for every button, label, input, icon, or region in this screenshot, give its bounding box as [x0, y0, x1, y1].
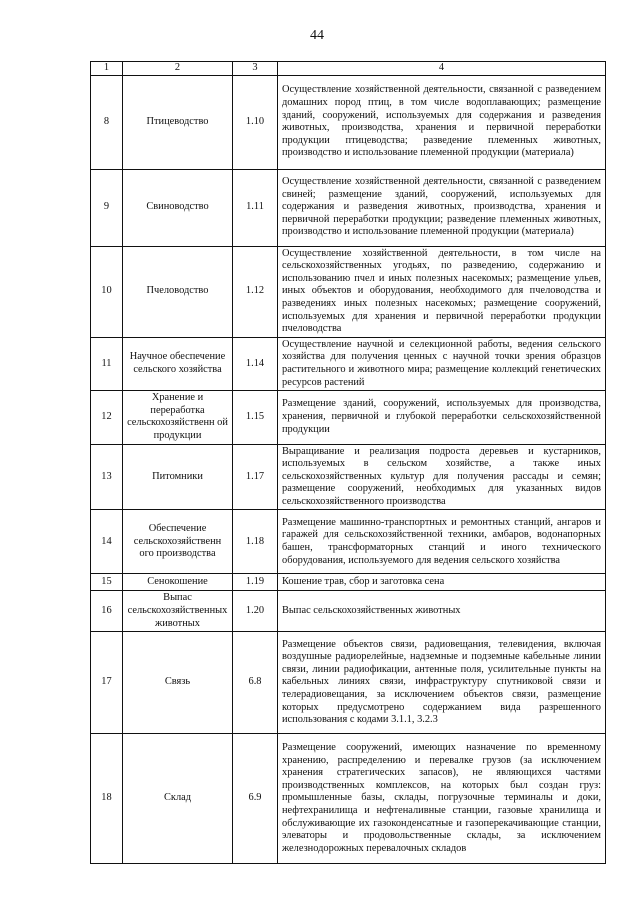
- land-use-table: [90, 61, 606, 864]
- row-description: Осуществление хозяйственной деятельности, связанной с разведением свиней; размещение зданий, сооружений, используемых для содержания и разведения животных, производства, хранения и первичной переработки продукции; разведение племенных животных, производство и использование племенной продукции (материала): [278, 169, 606, 246]
- row-number: 15: [91, 574, 123, 591]
- row-code: 1.15: [233, 391, 278, 444]
- row-code: 1.17: [233, 444, 278, 510]
- row-description: Выпас сельскохозяйственных животных: [278, 591, 606, 632]
- row-name: Питомники: [123, 444, 233, 510]
- table-row: [91, 246, 606, 337]
- row-number: 16: [91, 591, 123, 632]
- row-number: 17: [91, 632, 123, 734]
- table-row: [91, 169, 606, 246]
- header-col-2: 2: [123, 62, 233, 76]
- row-name: Связь: [123, 632, 233, 734]
- row-number: 10: [91, 246, 123, 337]
- row-code: 1.18: [233, 510, 278, 574]
- row-description: Размещение зданий, сооружений, используемых для производства, хранения, первичной и глубокой переработки сельскохозяйственной продукции: [278, 391, 606, 444]
- row-description: Размещение машинно-транспортных и ремонтных станций, ангаров и гаражей для сельскохозяйственной техники, амбаров, водонапорных башен, трансформаторных станций и иного технического оборудования, используемого для ведения сельского хозяйства: [278, 510, 606, 574]
- row-description: Выращивание и реализация подроста деревьев и кустарников, используемых в сельском хозяйстве, а также иных сельскохозяйственных культур для получения рассады и семян; размещение сооружений, необходимых для указанных видов сельскохозяйственного производства: [278, 444, 606, 510]
- header-col-1: 1: [91, 62, 123, 76]
- table-row: [91, 574, 606, 591]
- table-row: [91, 337, 606, 390]
- row-description: Осуществление хозяйственной деятельности, связанной с разведением домашних пород птиц, в том числе водоплавающих; размещение зданий, сооружений, используемых для содержания и разведения животных, производства, хранения и первичной переработки продукции птицеводства; разведение племенных животных, производство и использование племенной продукции (материала): [278, 75, 606, 169]
- row-code: 1.10: [233, 75, 278, 169]
- row-description: Размещение сооружений, имеющих назначение по временному хранению, распределению и перевалке грузов (за исключением хранения стратегических запасов), не являющихся частями производственных комплексов, на которых был создан груз: промышленные базы, склады, погрузочные терминалы и доки, нефтехранилища и нефтеналивные станции, газовые хранилища и обслуживающие их газоконденсатные и газоперекачивающие станции, элеваторы и продовольственные склады, за исключением железнодорожных перевалочных складов: [278, 734, 606, 864]
- row-name: Сенокошение: [123, 574, 233, 591]
- row-code: 1.20: [233, 591, 278, 632]
- row-name: Хранение и переработка сельскохозяйственн ой продукции: [123, 391, 233, 444]
- table-row: [91, 444, 606, 510]
- row-name: Пчеловодство: [123, 246, 233, 337]
- row-name: Свиноводство: [123, 169, 233, 246]
- row-code: 1.11: [233, 169, 278, 246]
- table-row: [91, 734, 606, 864]
- row-name: Склад: [123, 734, 233, 864]
- row-number: 13: [91, 444, 123, 510]
- table-row: [91, 591, 606, 632]
- row-code: 6.8: [233, 632, 278, 734]
- row-code: 1.12: [233, 246, 278, 337]
- row-number: 9: [91, 169, 123, 246]
- header-col-3: 3: [233, 62, 278, 76]
- row-name: Выпас сельскохозяйственных животных: [123, 591, 233, 632]
- row-name: Научное обеспечение сельского хозяйства: [123, 337, 233, 390]
- header-col-4: 4: [278, 62, 606, 76]
- row-code: 1.14: [233, 337, 278, 390]
- row-number: 8: [91, 75, 123, 169]
- row-number: 12: [91, 391, 123, 444]
- row-number: 14: [91, 510, 123, 574]
- row-description: Осуществление научной и селекционной работы, ведения сельского хозяйства для получения ценных с научной точки зрения образцов растительного и животного мира; размещение коллекций генетических ресурсов растений: [278, 337, 606, 390]
- table-row: [91, 391, 606, 444]
- row-description: Размещение объектов связи, радиовещания, телевидения, включая воздушные радиорелейные, надземные и подземные кабельные линии связи, линии радиофикации, антенные поля, усилительные пункты на кабельных линиях связи, инфраструктуру спутниковой связи и телерадиовещания, за исключением объектов связи, размещение которых предусмотрено содержанием вида разрешенного использования с кодами 3.1.1, 3.2.3: [278, 632, 606, 734]
- table-header-row: [91, 62, 606, 76]
- table-row: [91, 632, 606, 734]
- row-description: Кошение трав, сбор и заготовка сена: [278, 574, 606, 591]
- row-number: 18: [91, 734, 123, 864]
- row-code: 1.19: [233, 574, 278, 591]
- table-row: [91, 510, 606, 574]
- row-name: Птицеводство: [123, 75, 233, 169]
- row-name: Обеспечение сельскохозяйственн ого производства: [123, 510, 233, 574]
- table-row: [91, 75, 606, 169]
- page-number: 44: [310, 28, 324, 43]
- row-code: 6.9: [233, 734, 278, 864]
- row-number: 11: [91, 337, 123, 390]
- row-description: Осуществление хозяйственной деятельности, в том числе на сельскохозяйственных угодьях, по разведению, содержанию и использованию пчел и иных полезных насекомых; размещение ульев, иных объектов и оборудования, необходимого для пчеловодства и разведениях иных полезных насекомых; размещение сооружений, используемых для хранения и первичной переработки продукции пчеловодства: [278, 246, 606, 337]
